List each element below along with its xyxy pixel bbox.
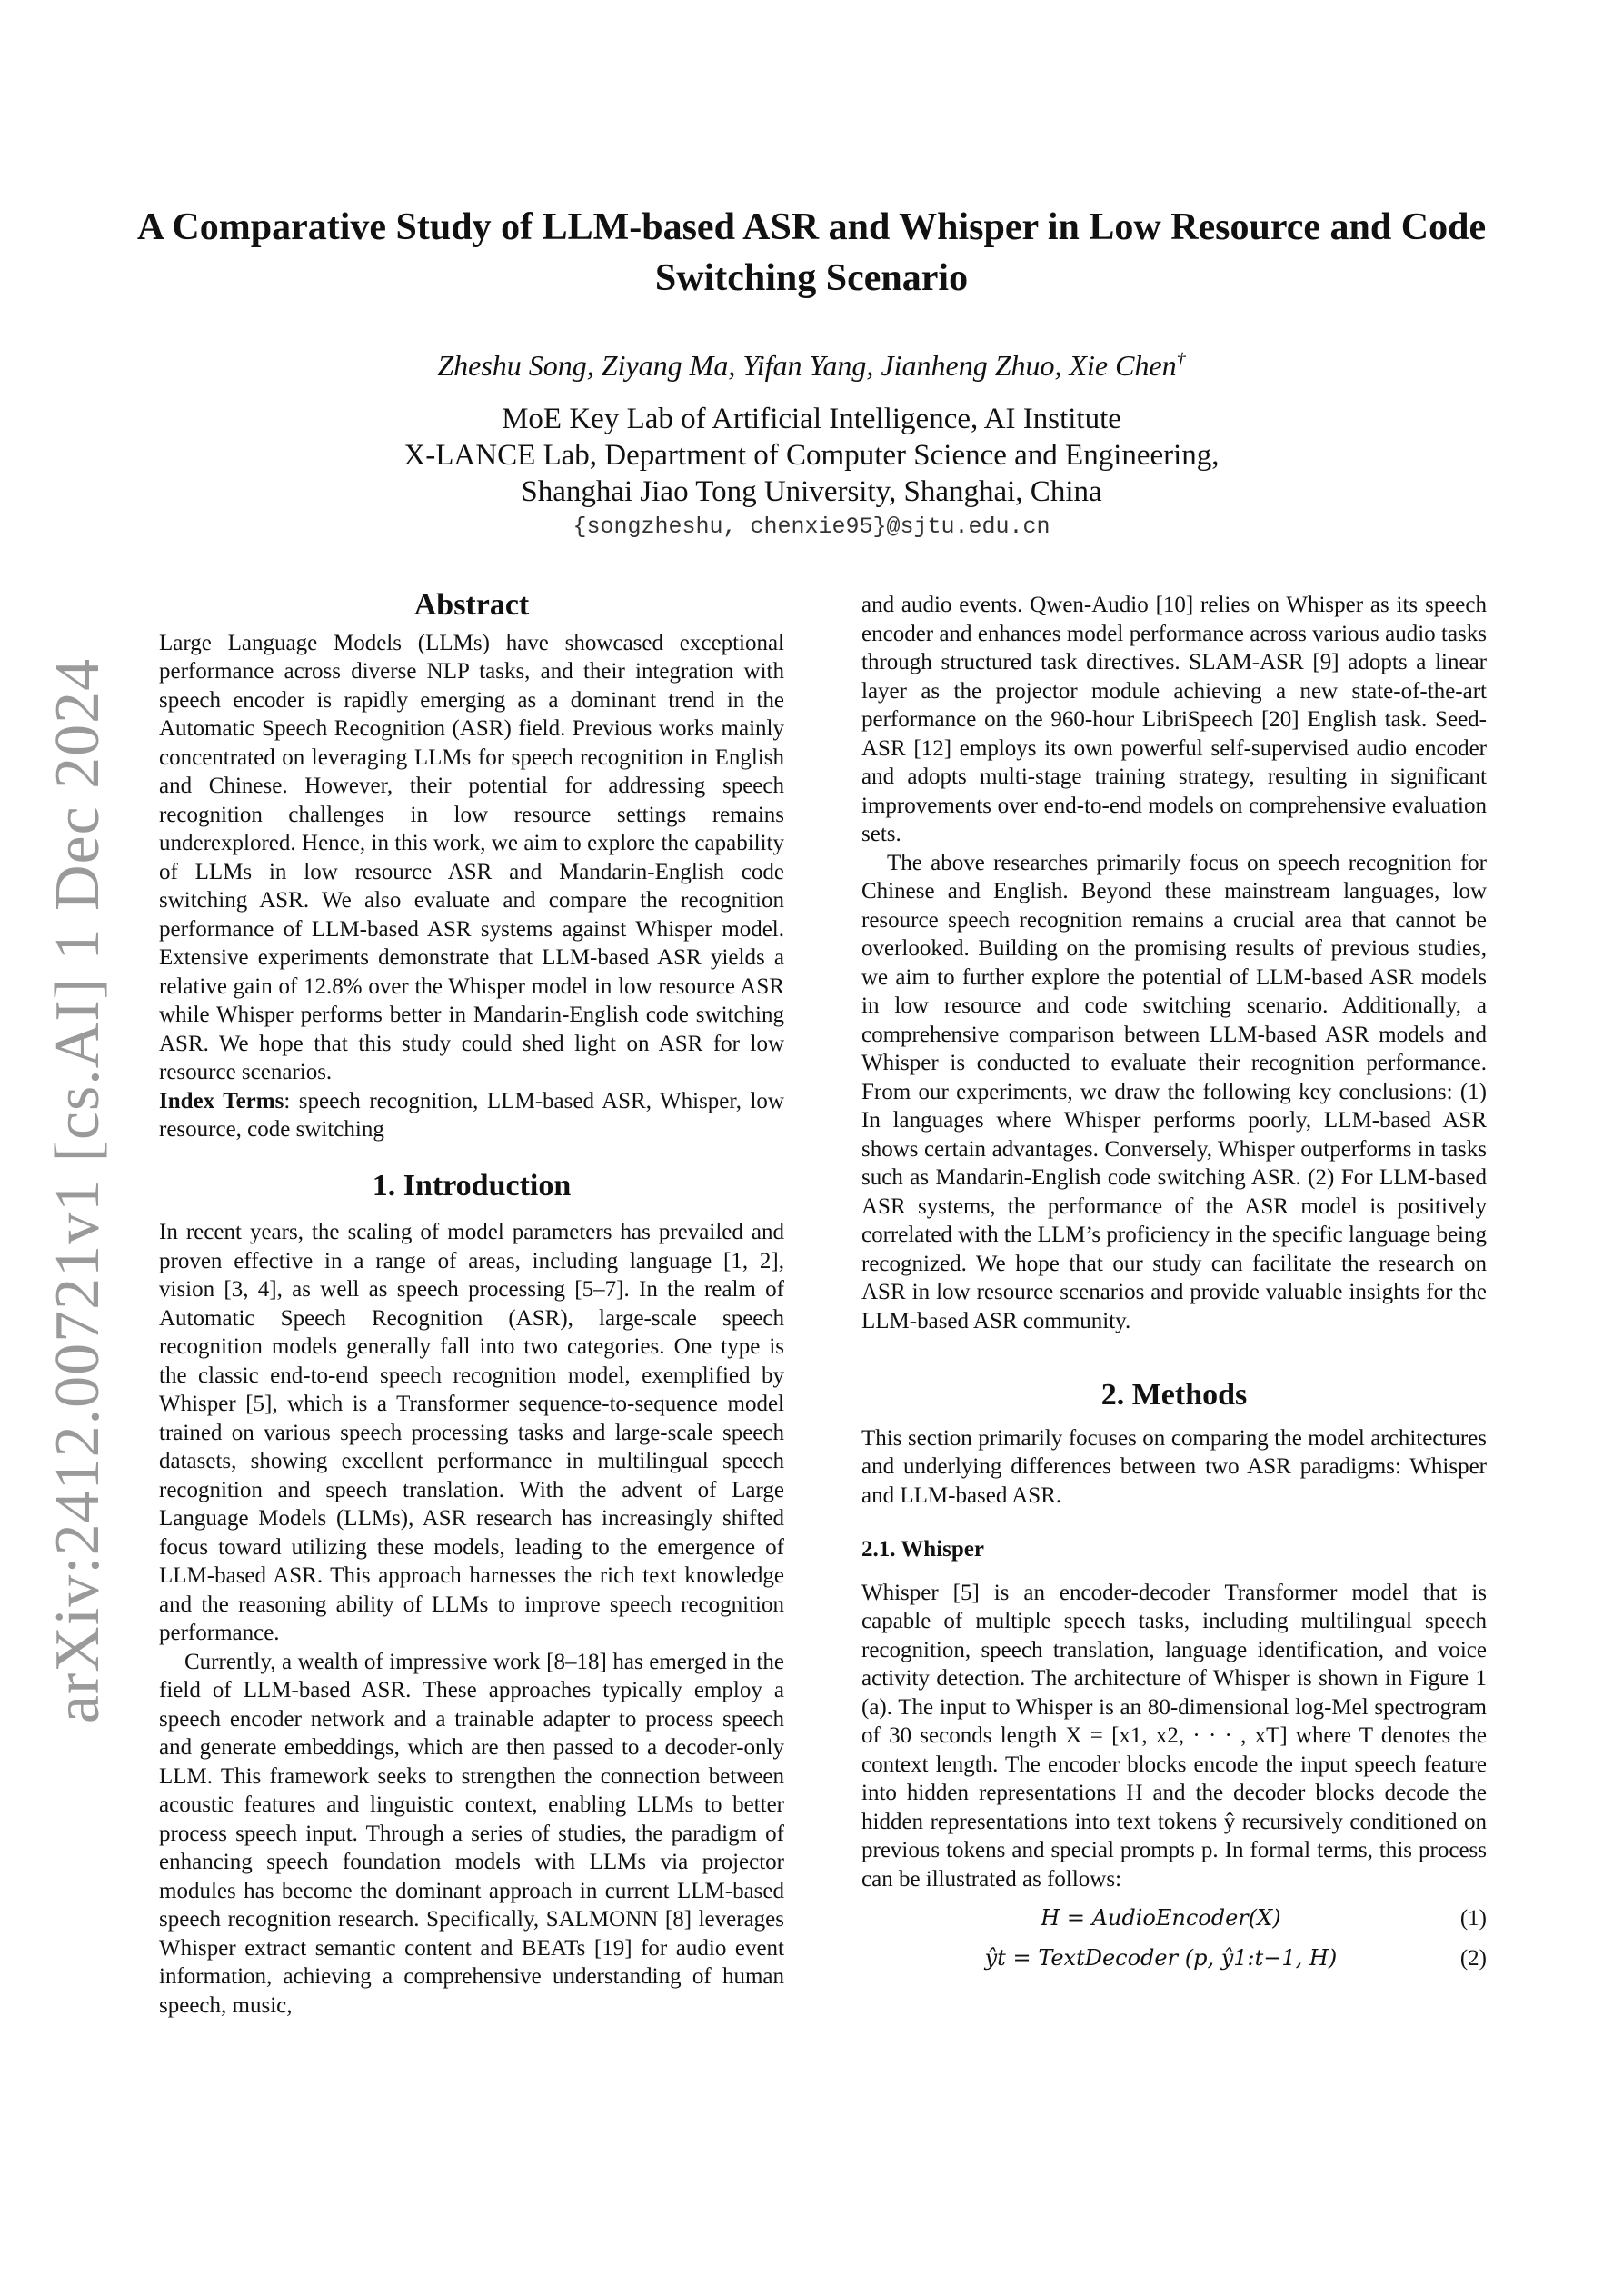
right-column [861,591,1487,1983]
title-block [136,202,1487,540]
index-terms [159,1087,784,1144]
equation-2-number: (2) [1459,1945,1487,1971]
intro-paragraph: In recent years, the scaling of model parameters has prevailed and proven effective in a range of areas, including language [1, 2], vision [3, 4], as well as speech processing [5–7]. In the realm of Automatic Speech Recognition (ASR), large-scale speech recognition models generally fall into two categories. One type is the classic end-to-end speech recognition model, exemplified by Whisper [5], which is a Transformer sequence-to-sequence model trained on various speech processing tasks and large-scale speech datasets, showing excellent performance in multilingual speech recognition and speech translation. With the advent of Large Language Models (LLMs), ASR research has increasingly shifted focus toward utilizing these models, leading to the emergence of LLM-based ASR. This approach harnesses the rich text knowledge and the reasoning ability of LLMs to improve speech recognition performance. [159,1220,784,1645]
abstract-heading: Abstract [413,588,530,622]
index-terms-label: Index Terms [159,1088,284,1113]
affiliation-line: X-LANCE Lab, Department of Computer Science and Engineering, [403,439,1220,472]
affiliation [136,401,1487,510]
author-list [136,349,1487,383]
affiliation-line: MoE Key Lab of Artificial Intelligence, AI Institute [502,403,1121,435]
affiliation-line: Shanghai Jiao Tong University, Shanghai, China [521,475,1102,508]
methods-heading: 2. Methods [1100,1378,1248,1412]
equation-1-number: (1) [1459,1906,1487,1931]
intro-paragraph-continued: and audio events. Qwen-Audio [10] relies on Whisper as its speech encoder and enhances model performance across various audio tasks through structured task directives. SLAM-ASR [9] adopts a linear layer as the projector module achieving a new state-of-the-art performance on the 960-hour LibriSpeech [20] English task. Seed-ASR [12] employs its own powerful self-supervised audio encoder and adopts multi-stage training strategy, resulting in significant improvements over end-to-end models on comprehensive evaluation sets. [861,593,1487,846]
arxiv-identifier [33,657,124,1724]
index-terms-text: : speech recognition, LLM-based ASR, Whisper, low resource, code switching [159,1088,784,1142]
abstract-text: Large Language Models (LLMs) have showcased exceptional performance across diverse NLP tasks, and their integration with speech encoder is rapidly emerging as a dominant trend in the Automatic Speech Recognition (ASR) field. Previous works mainly concentrated on leveraging LLMs for speech recognition in English and Chinese. However, their potential for addressing speech recognition challenges in low resource settings remains underexplored. Hence, in this work, we aim to explore the capability of LLMs in low resource ASR and Mandarin-English code switching ASR. We also evaluate and compare the recognition performance of LLM-based ASR systems against Whisper model. Extensive experiments demonstrate that LLM-based ASR yields a relative gain of 12.8% over the Whisper model in low resource ASR while Whisper performs better in Mandarin-English code switching ASR. We hope that this study could shed light on ASR for low resource scenarios. [159,630,784,1084]
equation-2-body: ŷt = TextDecoder (p, ŷ1:t−1, H) [984,1944,1338,1971]
author-names: Zheshu Song, Ziyang Ma, Yifan Yang, Jianheng Zhuo, Xie Chen [437,349,1177,382]
arxiv-identifier-text: arXiv:2412.00721v1 [cs.AI] 1 Dec 2024 [43,657,113,1724]
introduction-heading: 1. Introduction [372,1168,572,1203]
equation-2 [861,1944,1487,1973]
whisper-subheading: 2.1. Whisper [861,1537,984,1562]
equation-1 [861,1904,1487,1933]
methods-intro: This section primarily focuses on comparing the model architectures and underlying differences between two ASR paradigms: Whisper and LLM-based ASR. [861,1425,1487,1508]
intro-paragraph: Currently, a wealth of impressive work [8–18] has emerged in the field of LLM-based ASR. These approaches typically employ a speech encoder network and a trainable adapter to process speech and generate embeddings, which are then passed to a decoder-only LLM. This framework seeks to strengthen the connection between acoustic features and linguistic context, enabling LLMs to better process speech input. Through a series of studies, the paradigm of enhancing speech foundation models with LLMs via projector modules has become the dominant approach in current LLM-based speech recognition research. Specifically, SALMONN [8] leverages Whisper extract semantic content and BEATs [19] for audio event information, achieving a comprehensive understanding of human speech, music, [159,1649,784,2018]
author-email: {songzheshu, chenxie95}@sjtu.edu.cn [573,514,1050,540]
whisper-text: Whisper [5] is an encoder-decoder Transformer model that is capable of multiple speech tasks, including multilingual speech recognition, speech translation, language identification, and voice activity detection. The architecture of Whisper is shown in Figure 1 (a). The input to Whisper is an 80-dimensional log-Mel spectrogram of 30 seconds length X = [x1, x2, · · · , xT] where T denotes the context length. The encoder blocks encode the input speech feature into hidden representations H and the decoder blocks decode the hidden representations into text tokens ŷ recursively conditioned on previous tokens and special prompts p. In formal terms, this process can be illustrated as follows: [861,1580,1487,1892]
equation-1-body: H = AudioEncoder(X) [1041,1905,1281,1931]
paper-title: A Comparative Study of LLM-based ASR and Whisper in Low Resource and Code Switching Scenario [136,206,1487,299]
left-column [159,588,784,2020]
intro-paragraph: The above researches primarily focus on speech recognition for Chinese and English. Beyond these mainstream languages, low resource speech recognition remains a crucial area that cannot be overlooked. Building on the promising results of previous studies, we aim to further explore the potential of LLM-based ASR models in low resource and code switching scenario. Additionally, a comprehensive comparison between LLM-based ASR models and Whisper is conducted to evaluate their recognition performance. From our experiments, we draw the following key conclusions: (1) In languages where Whisper performs poorly, LLM-based ASR shows certain advantages. Conversely, Whisper outperforms in tasks such as Mandarin-English code switching ASR. (2) For LLM-based ASR systems, the performance of the ASR model is positively correlated with the LLM’s proficiency in the specific language being recognized. We hope that our study can facilitate the research on ASR in low resource scenarios and provide valuable insights for the LLM-based ASR community. [861,850,1487,1333]
author-footnote-mark: † [1176,349,1186,370]
